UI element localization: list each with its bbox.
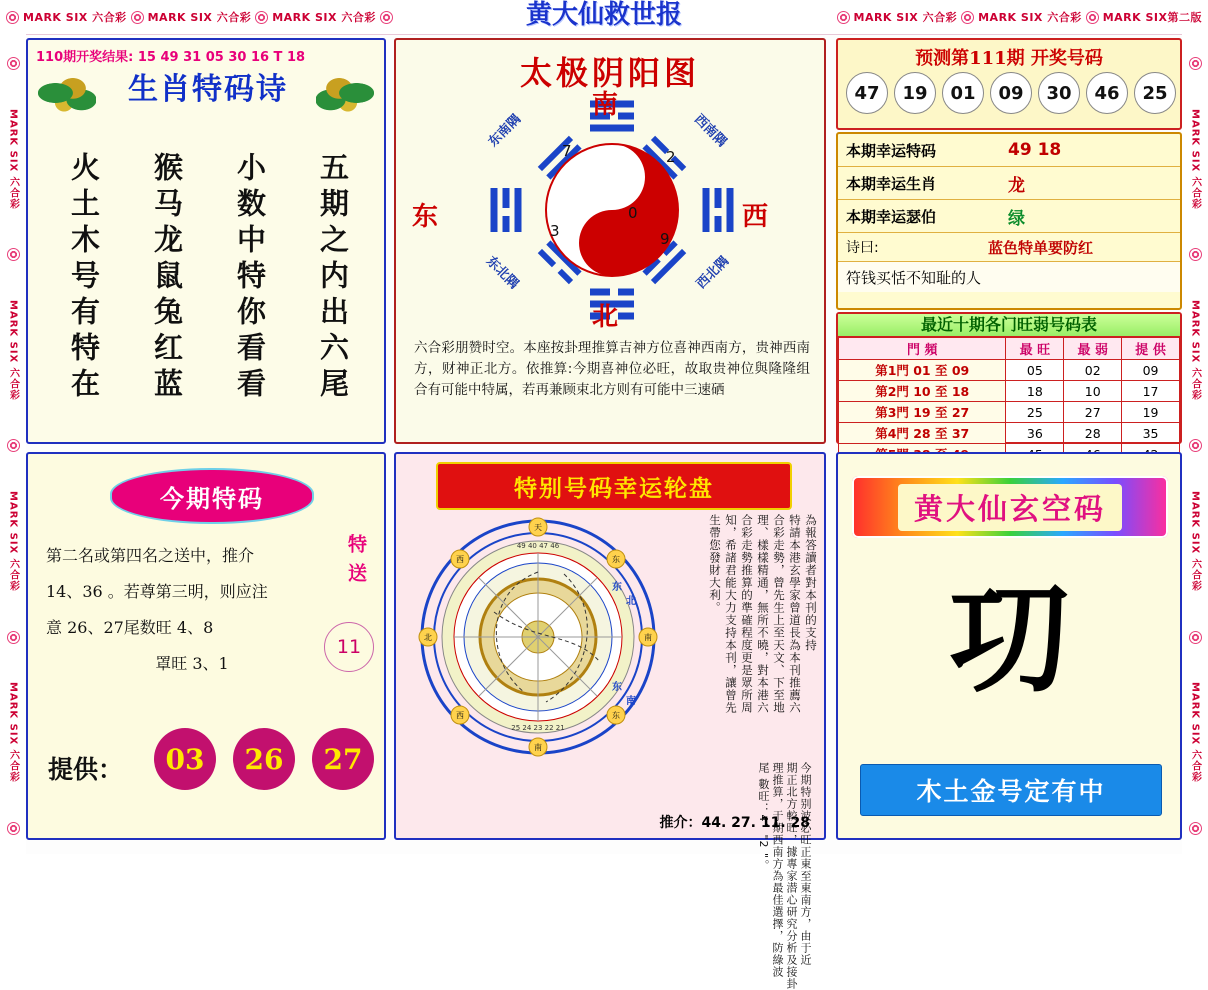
direction-northwest: 西北隅 xyxy=(693,253,733,293)
svg-text:南: 南 xyxy=(534,743,542,752)
marksix-label: MARK SIX 六合彩 xyxy=(23,11,127,24)
flower-icon xyxy=(1189,822,1202,835)
direction-southwest: 西南隅 xyxy=(690,111,730,151)
side-text-line: 合彩走勢推算的準確程度更是眾所周 xyxy=(740,514,754,714)
cell-weak: 10 xyxy=(1064,381,1122,402)
table-row xyxy=(839,402,1180,423)
marksix-label: MARK SIX 六合彩 xyxy=(272,11,376,24)
special-code-body xyxy=(46,538,338,682)
side-text-line: 合彩走勢，曾先生上至天文、下至地 xyxy=(772,514,786,714)
forecast-ball: 46 xyxy=(1086,72,1128,114)
svg-text:49 40 47 46: 49 40 47 46 xyxy=(516,542,560,550)
taiji-panel xyxy=(394,38,826,444)
flower-icon xyxy=(7,439,20,452)
lucky-wheel-banner: 特别号码幸运轮盘 xyxy=(436,462,792,510)
top-left-marksix xyxy=(6,9,393,25)
cell-offer: 17 xyxy=(1122,381,1180,402)
ten-period-table xyxy=(838,337,1180,465)
circle-number: 11 xyxy=(324,622,374,672)
right-decorative-border xyxy=(1182,34,1208,854)
flower-icon xyxy=(1189,248,1202,261)
direction-west: 西 xyxy=(742,202,769,232)
ten-period-table-panel xyxy=(836,312,1182,444)
cell-strong: 36 xyxy=(1006,423,1064,444)
col-header: 最 旺 xyxy=(1006,338,1064,360)
wheel-svg xyxy=(414,512,662,762)
side-marksix-label: MARK SIX 六合彩 xyxy=(1189,491,1201,592)
cell-gate: 第1門 01 至 09 xyxy=(839,360,1006,381)
taiji-number: 9 xyxy=(660,230,670,248)
side-marksix-label: MARK SIX 六合彩 xyxy=(7,491,19,592)
svg-text:25 24 23 22 21: 25 24 23 22 21 xyxy=(511,724,565,732)
flower-icon xyxy=(1086,11,1099,24)
cell-gate: 第3門 19 至 27 xyxy=(839,402,1006,423)
flower-icon xyxy=(6,11,19,24)
taiji-number: 7 xyxy=(562,142,572,160)
special-code-title: 今期特码 xyxy=(110,468,314,524)
provide-ball: 27 xyxy=(312,728,374,790)
poem-column: 火土木号有特在 xyxy=(67,152,101,404)
lucky-wheel-diagram xyxy=(414,512,662,762)
forecast-ball-row xyxy=(846,72,1176,114)
forecast-ball: 30 xyxy=(1038,72,1080,114)
note-row: 符钱买恬不知耻的人 xyxy=(838,262,1180,292)
cell-gate: 第4門 28 至 37 xyxy=(839,423,1006,444)
forecast-ball: 47 xyxy=(846,72,888,114)
provide-ball-row xyxy=(154,728,374,790)
flower-icon xyxy=(7,822,20,835)
svg-text:西: 西 xyxy=(456,555,464,564)
lucky-wheel-panel xyxy=(394,452,826,990)
xuankong-title: 黄大仙玄空码 xyxy=(898,484,1122,531)
forecast-panel xyxy=(836,38,1182,130)
svg-text:西: 西 xyxy=(456,711,464,720)
flower-icon xyxy=(1189,439,1202,452)
side-marksix-label: MARK SIX 六合彩 xyxy=(1189,300,1201,401)
table-row xyxy=(839,381,1180,402)
flower-icon xyxy=(961,11,974,24)
marksix-right-label: MARK SIX第二版 xyxy=(1102,11,1202,24)
taiji-title: 太极阴阳图 xyxy=(519,54,700,92)
cell-strong: 05 xyxy=(1006,360,1064,381)
te-song-label: 特送 xyxy=(345,534,367,592)
poem-row xyxy=(838,233,1180,262)
wheel-foot-text xyxy=(412,762,812,990)
side-text-line: 為報答讀者對本刊的支持 xyxy=(804,514,818,652)
body-line: 第二名或第四名之送中，推介 xyxy=(46,546,255,565)
cell-offer: 35 xyxy=(1122,423,1180,444)
taiji-description: 六合彩朋赞时空。本座按卦理推算吉神方位喜神西南方，贵神西南方，财神正北方。依推算:今期喜神位必旺，故取贵神位與隆隆组合有可能中特属，若再兼顾束北方则有可能中三速硒 xyxy=(414,340,810,398)
table-title: 最近十期各门旺弱号码表 xyxy=(838,314,1180,337)
wheel-recommendation: 推介：44. 27. 11. 28 xyxy=(659,815,810,831)
flower-icon xyxy=(7,248,20,261)
svg-text:北: 北 xyxy=(424,633,432,642)
svg-text:南: 南 xyxy=(644,633,652,642)
lucky-row xyxy=(838,134,1180,167)
foot-text-line: 理推算，于期西南方為最佳選擇，防綠波 xyxy=(771,762,784,978)
side-text-line: 特請本港玄學家曾道長為本刊推薦六 xyxy=(788,514,802,714)
taiji-number: 2 xyxy=(666,148,676,166)
side-marksix-label: MARK SIX 六合彩 xyxy=(7,682,19,783)
forecast-ball: 01 xyxy=(942,72,984,114)
side-text-line: 知，希諸君能大力支持本刊，讓曾先 xyxy=(724,514,738,714)
xuankong-panel xyxy=(836,452,1182,840)
lucky-label: 本期幸运特码 xyxy=(846,141,937,160)
provide-ball: 03 xyxy=(154,728,216,790)
previous-draw-result: 110期开奖结果: 15 49 31 05 30 16 T 18 xyxy=(36,50,306,65)
top-right-marksix xyxy=(837,9,1203,25)
cell-weak: 28 xyxy=(1064,423,1122,444)
flower-icon xyxy=(1189,631,1202,644)
poem-columns xyxy=(42,122,374,434)
lucky-row xyxy=(838,200,1180,233)
poem-column: 猴马龙鼠兔红蓝 xyxy=(150,152,184,404)
flower-icon xyxy=(255,11,268,24)
forecast-heading: 预测第111期 开奖号码 xyxy=(915,48,1103,69)
page-title: 黄大仙救世报 xyxy=(525,0,682,30)
direction-east: 东 xyxy=(412,202,439,232)
svg-text:东: 东 xyxy=(612,682,622,693)
direction-southeast: 东南隅 xyxy=(485,111,525,151)
svg-text:南: 南 xyxy=(626,696,636,707)
cell-strong: 25 xyxy=(1006,402,1064,423)
marksix-label: MARK SIX 六合彩 xyxy=(853,11,958,24)
flower-icon xyxy=(7,631,20,644)
side-marksix-label: MARK SIX 六合彩 xyxy=(7,108,19,210)
special-code-panel xyxy=(26,452,386,840)
lucky-value: 龙 xyxy=(1008,175,1025,196)
flower-icon xyxy=(837,11,850,24)
cell-gate: 第2門 10 至 18 xyxy=(839,381,1006,402)
side-marksix-label: MARK SIX 六合彩 xyxy=(1189,682,1201,783)
col-header: 提 供 xyxy=(1122,338,1180,360)
top-decorative-border xyxy=(0,0,1208,35)
forecast-ball: 19 xyxy=(894,72,936,114)
lucky-value: 49 18 xyxy=(1008,140,1062,160)
body-line: 罩旺 3、1 xyxy=(155,654,229,673)
provide-label: 提供： xyxy=(48,755,124,784)
marksix-label: MARK SIX 六合彩 xyxy=(147,11,252,24)
foot-text-line: 期正北方較旺，據專家潜心研究分析及接卦 xyxy=(785,762,798,990)
cell-offer: 19 xyxy=(1122,402,1180,423)
poem-column: 五期之内出六尾 xyxy=(316,152,350,404)
calligraphy-glyph: 㓛 xyxy=(949,568,1069,709)
poem-label: 诗曰: xyxy=(846,240,879,256)
body-line: 14、36 。若尊第三明，则应注 xyxy=(46,582,268,601)
forecast-ball: 25 xyxy=(1134,72,1176,114)
cell-strong: 18 xyxy=(1006,381,1064,402)
svg-text:天: 天 xyxy=(534,523,542,532)
cell-weak: 02 xyxy=(1064,360,1122,381)
flower-icon xyxy=(131,11,144,24)
side-text-line: 理、樣樣精通，無所不曉，對本港六 xyxy=(756,514,770,714)
lucky-value: 绿 xyxy=(1008,208,1025,229)
flower-icon xyxy=(7,57,20,70)
direction-north: 北 xyxy=(592,302,619,332)
flower-icon xyxy=(1189,57,1202,70)
foot-text-line: 今期特别波必旺正東至東南方，由于近 xyxy=(799,762,812,966)
lucky-label: 本期幸运瑟伯 xyxy=(846,207,937,226)
table-row xyxy=(839,360,1180,381)
table-row xyxy=(839,423,1180,444)
taiji-number: 0 xyxy=(628,204,638,222)
poem-column: 小数中特你看看 xyxy=(233,152,267,404)
svg-text:东: 东 xyxy=(612,582,622,593)
side-marksix-label: MARK SIX 六合彩 xyxy=(7,300,19,401)
svg-text:东: 东 xyxy=(612,711,620,720)
poem-value: 蓝色特单要防红 xyxy=(988,238,1094,257)
provide-ball: 26 xyxy=(233,728,295,790)
col-header: 門 頻 xyxy=(839,338,1006,360)
bagua-diagram xyxy=(412,90,782,332)
marksix-label: MARK SIX 六合彩 xyxy=(978,11,1082,24)
col-header: 最 弱 xyxy=(1064,338,1122,360)
left-decorative-border xyxy=(0,34,26,854)
side-marksix-label: MARK SIX 六合彩 xyxy=(1189,108,1201,210)
lucky-row xyxy=(838,167,1180,200)
lucky-info-panel xyxy=(836,132,1182,310)
xuankong-title-box xyxy=(852,476,1168,538)
zodiac-poem-panel xyxy=(26,38,386,444)
masthead xyxy=(404,0,804,32)
body-line: 意 26、27尾数旺 4、8 xyxy=(46,618,214,637)
cell-offer: 09 xyxy=(1122,360,1180,381)
zodiac-poem-title: 生肖特码诗 xyxy=(128,72,288,107)
svg-text:北: 北 xyxy=(626,596,636,607)
flower-icon xyxy=(380,11,393,24)
direction-northeast: 东北隅 xyxy=(482,253,522,293)
taiji-number: 3 xyxy=(550,222,560,240)
table-header-row xyxy=(839,338,1180,360)
cell-weak: 27 xyxy=(1064,402,1122,423)
foot-text-line: 尾 數旺：4、"2 "。 xyxy=(757,762,770,872)
forecast-ball: 09 xyxy=(990,72,1032,114)
lucky-label: 本期幸运生肖 xyxy=(846,174,937,193)
svg-text:东: 东 xyxy=(612,555,620,564)
direction-south: 南 xyxy=(592,90,619,120)
xuankong-slogan-button[interactable]: 木土金号定有中 xyxy=(860,764,1162,816)
side-text-line: 生帶您發財大利。 xyxy=(708,514,722,614)
wheel-side-text xyxy=(672,514,818,744)
